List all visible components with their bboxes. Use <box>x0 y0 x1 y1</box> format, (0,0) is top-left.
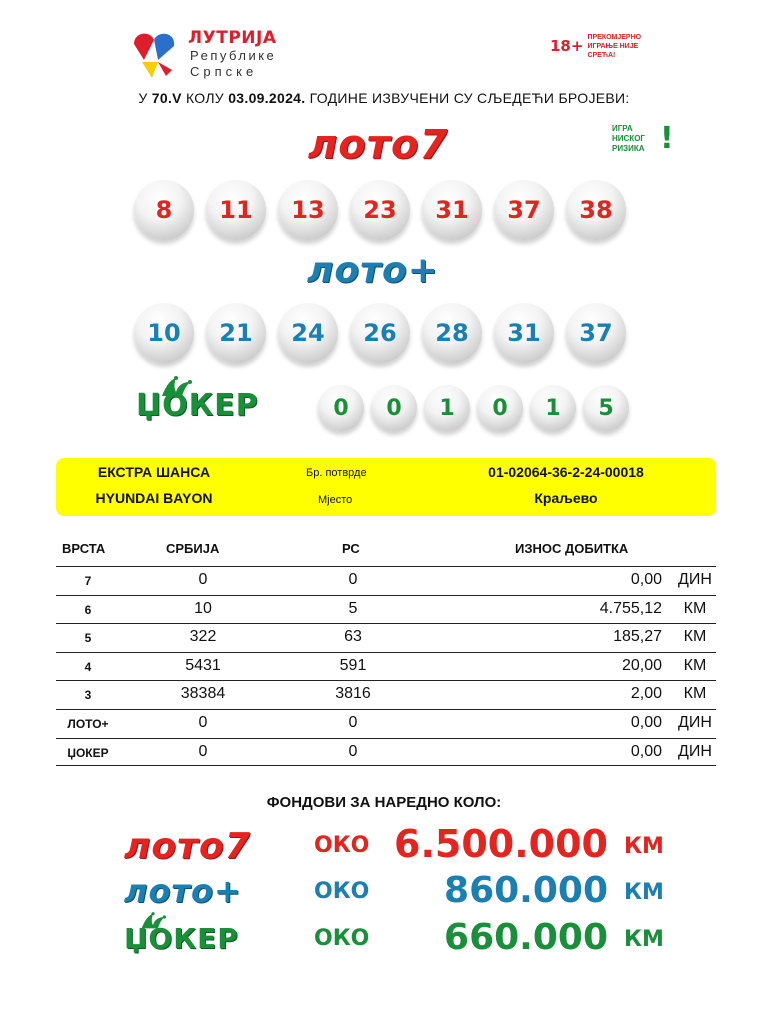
lotoplus-ball: 26 <box>350 303 410 363</box>
fund-prefix: ОКО <box>314 879 370 904</box>
table-row <box>56 738 716 767</box>
funds-title: ФОНДОВИ ЗА НАРЕДНО КОЛО: <box>266 794 502 811</box>
cell-amount: 20,00 <box>621 656 662 674</box>
cell-currency: КМ <box>683 628 707 646</box>
cell-srbija: 10 <box>194 599 212 617</box>
cell-srbija: 0 <box>198 713 208 731</box>
table-row <box>56 652 716 681</box>
table-row <box>56 595 716 624</box>
cell-rs: 0 <box>348 713 358 731</box>
intro-suffix: ГОДИНЕ ИЗВУЧЕНИ СУ СЉЕДЕЋИ БРОЈЕВИ: <box>305 90 630 106</box>
confirmation-label: Бр. потврде <box>306 467 367 479</box>
confirmation-number: 01-02064-36-2-24-00018 <box>488 464 644 480</box>
table-row <box>56 680 716 709</box>
cell-rs: 5 <box>348 599 358 617</box>
place-label: Мјесто <box>318 494 353 506</box>
cell-srbija: 0 <box>198 742 208 760</box>
exclamation-icon: ! <box>660 121 674 156</box>
extra-chance-box <box>56 458 716 516</box>
cell-amount: 4.755,12 <box>599 599 662 617</box>
joker-ball: 5 <box>583 385 629 431</box>
fund-currency: КМ <box>624 834 664 859</box>
fund-currency: КМ <box>624 927 664 952</box>
cell-srbija: 38384 <box>180 685 226 703</box>
loto7-ball: 37 <box>494 180 554 240</box>
cell-currency: ДИН <box>678 571 712 588</box>
winner-place: Краљево <box>534 490 598 506</box>
joker-logo: ЏОКЕР <box>136 388 259 423</box>
joker-ball: 0 <box>318 385 364 431</box>
fund-prefix: ОКО <box>314 926 370 951</box>
low-risk-line1: ИГРА <box>612 124 633 133</box>
fund-amount: 6.500.000 <box>394 822 608 866</box>
cell-currency: КМ <box>683 685 707 703</box>
lotoplus-ball: 28 <box>422 303 482 363</box>
column-header-rs: РС <box>342 541 360 556</box>
loto7-ball: 38 <box>566 180 626 240</box>
joker-ball: 0 <box>477 385 523 431</box>
cell-amount: 0,00 <box>630 571 662 588</box>
lotoplus-ball: 31 <box>494 303 554 363</box>
column-header-srbija: СРБИЈА <box>166 541 220 556</box>
age-warning <box>550 34 667 58</box>
lotoplus-ball: 37 <box>566 303 626 363</box>
cell-rs: 0 <box>348 571 358 588</box>
low-risk-line3: РИЗИКА <box>612 144 645 153</box>
cell-amount: 2,00 <box>630 685 662 703</box>
fund-prefix: ОКО <box>314 833 370 858</box>
logo-subtitle-1: Републике <box>190 48 277 63</box>
lotoplus-numbers <box>134 303 638 363</box>
loto7-ball: 8 <box>134 180 194 240</box>
loto7-ball: 11 <box>206 180 266 240</box>
loto7-ball: 31 <box>422 180 482 240</box>
cell-type: 7 <box>84 574 92 588</box>
extra-chance-prize: HYUNDAI BAYON <box>95 490 213 506</box>
winnings-table <box>56 566 716 766</box>
fund-loto7-logo: лото7 <box>124 826 251 867</box>
low-risk-line2: НИСКОГ <box>612 134 645 143</box>
table-row <box>56 709 716 738</box>
logo-title: ЛУТРИЈА <box>188 28 277 48</box>
fund-amount: 660.000 <box>444 917 608 958</box>
logo-subtitle-2: Српске <box>190 64 258 79</box>
table-row <box>56 566 716 595</box>
loto7-ball: 23 <box>350 180 410 240</box>
cell-amount: 185,27 <box>613 628 662 646</box>
low-risk-badge <box>612 121 674 160</box>
draw-intro <box>0 90 768 106</box>
lutrija-logo <box>128 26 298 82</box>
lotoplus-ball: 24 <box>278 303 338 363</box>
lotoplus-logo: лото+ <box>307 250 439 291</box>
cell-type: 3 <box>84 688 92 703</box>
fund-currency: КМ <box>624 880 664 905</box>
cell-rs: 591 <box>339 656 367 674</box>
fund-lotoplus-logo: лото+ <box>124 872 242 910</box>
cell-amount: 0,00 <box>630 713 662 731</box>
cell-type: 6 <box>84 602 92 617</box>
intro-round-word: КОЛУ <box>181 90 229 106</box>
loto7-numbers <box>134 180 638 240</box>
age-badge: 18+ <box>550 37 584 55</box>
loto7-ball: 13 <box>278 180 338 240</box>
lutrija-heart-logo-icon <box>128 26 184 80</box>
joker-ball: 0 <box>371 385 417 431</box>
draw-date: 03.09.2024. <box>228 90 306 106</box>
lotoplus-ball: 10 <box>134 303 194 363</box>
cell-rs: 0 <box>348 742 358 760</box>
cell-rs: 3816 <box>335 685 371 703</box>
cell-srbija: 5431 <box>185 656 221 674</box>
cell-currency: ДИН <box>678 713 712 731</box>
cell-type: ЛОТО+ <box>67 716 109 731</box>
cell-currency: КМ <box>683 656 707 674</box>
cell-currency: КМ <box>683 599 707 617</box>
cell-amount: 0,00 <box>630 742 662 760</box>
joker-ball: 1 <box>530 385 576 431</box>
extra-chance-label: ЕКСТРА ШАНСА <box>97 464 211 480</box>
cell-type: 4 <box>84 659 92 674</box>
column-header-type: ВРСТА <box>62 541 106 556</box>
loto7-logo: лото7 <box>308 122 449 168</box>
column-header-amount: ИЗНОС ДОБИТКА <box>515 541 629 556</box>
cell-srbija: 322 <box>189 628 217 646</box>
cell-type: 5 <box>84 631 92 646</box>
cell-rs: 63 <box>344 628 362 646</box>
age-warning-text: ПРЕКОМЈЕРНО ИГРАЊЕ НИЈЕ СРЕЋА! <box>587 33 642 59</box>
fund-amount: 860.000 <box>444 870 608 911</box>
round-number: 70.V <box>151 90 182 106</box>
joker-ball: 1 <box>424 385 470 431</box>
intro-prefix: У <box>138 90 152 106</box>
cell-srbija: 0 <box>198 571 208 588</box>
cell-currency: ДИН <box>678 742 712 760</box>
joker-numbers <box>318 385 636 431</box>
table-row <box>56 623 716 652</box>
low-risk-text <box>612 124 645 154</box>
fund-joker-logo: ЏОКЕР <box>124 922 239 955</box>
cell-type: ЏОКЕР <box>67 745 109 760</box>
lotoplus-ball: 21 <box>206 303 266 363</box>
